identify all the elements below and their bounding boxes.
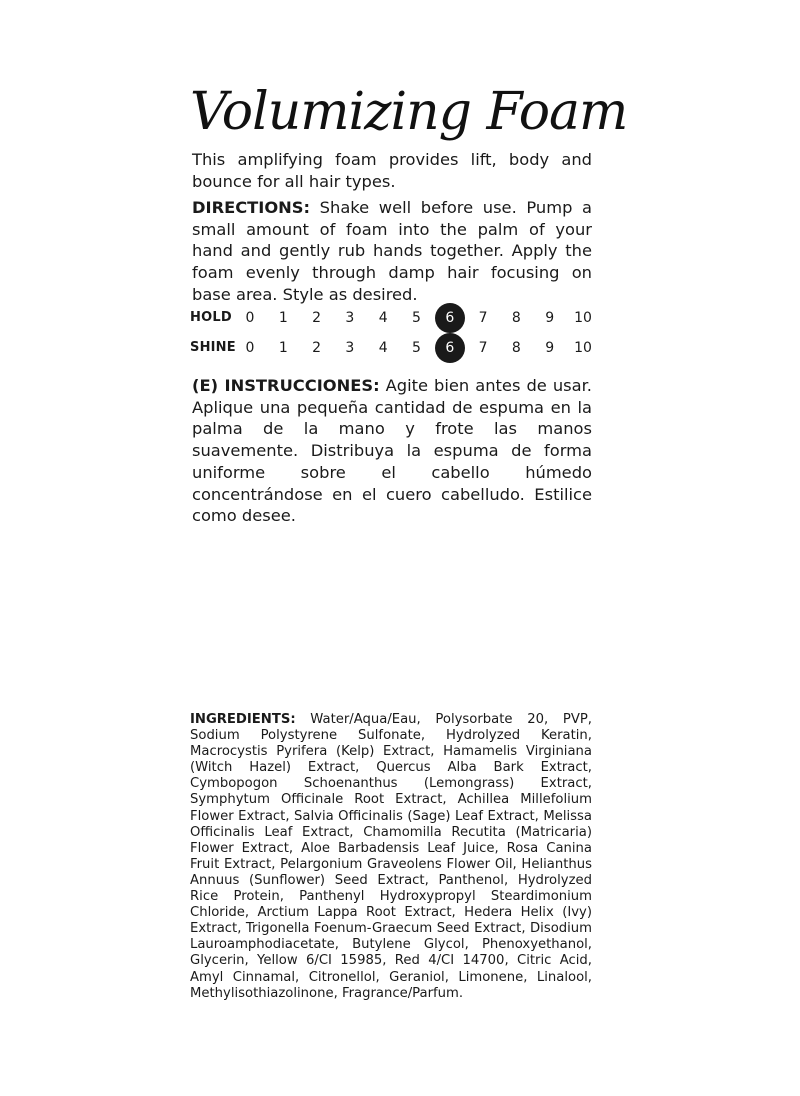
- shine-value-0: 0: [245, 340, 255, 356]
- ingredients-section: [190, 712, 592, 1002]
- hold-value-1: 1: [278, 310, 288, 326]
- instrucciones-label: (E) INSTRUCCIONES:: [192, 376, 380, 395]
- hold-value-4: 4: [378, 310, 388, 326]
- ingredients-text: Water/Aqua/Eau, Polysorbate 20, PVP, Sodium Polystyrene Sulfonate, Hydrolyzed Keratin, Macrocystis Pyrifera (Kelp) Extract, Hamamelis Virginiana (Witch Hazel) Extract, Quercus Alba Bark Extract, Cymbopogon Schoenanthus (Lemongrass) Extract, Symphytum Officinale Root Extract, Achillea Millefolium Flower Extract, Salvia Officinalis (Sage) Leaf Extract, Melissa Officinalis Leaf Extract, Chamomilla Recutita (Matricaria) Flower Extract, Aloe Barbadensis Leaf Juice, Rosa Canina Fruit Extract, Pelargonium Graveolens Flower Oil, Helianthus Annuus (Sunflower) Seed Extract, Panthenol, Hydrolyzed Rice Protein, Panthenyl Hydroxypropyl Steardimonium Chloride, Arctium Lappa Root Extract, Hedera Helix (Ivy) Extract, Trigonella Foenum-Graecum Seed Extract, Disodium Lauroamphodiacetate, Butylene Glycol, Phenoxyethanol, Glycerin, Yellow 6/CI 15985, Red 4/CI 14700, Citric Acid, Amyl Cinnamal, Citronellol, Geraniol, Limonene, Linalool, Methylisothiazolinone, Fragrance/Parfum.: [190, 712, 592, 1001]
- shine-value-6: 6: [435, 333, 465, 363]
- hold-value-6: 6: [435, 303, 465, 333]
- instrucciones-text: Agite bien antes de usar. Aplique una pequeña cantidad de espuma en la palma de la mano y frote las manos suavemente. Distribuya la espuma de forma uniforme sobre el cabello húmedo concentrándose en el cuero cabelludo. Estilice como desee.: [192, 376, 592, 526]
- shine-value-10: 10: [574, 340, 592, 356]
- hold-label: HOLD: [190, 310, 232, 325]
- shine-value-7: 7: [478, 340, 488, 356]
- shine-value-8: 8: [511, 340, 521, 356]
- directions-label: DIRECTIONS:: [192, 198, 311, 217]
- hold-value-7: 7: [478, 310, 488, 326]
- shine-value-9: 9: [545, 340, 555, 356]
- product-title: Volumizing Foam: [190, 82, 628, 142]
- ingredients-label: INGREDIENTS:: [190, 712, 296, 727]
- hold-value-0: 0: [245, 310, 255, 326]
- directions-text: Shake well before use. Pump a small amount of foam into the palm of your hand and gently rub hands together. Apply the foam evenly through damp hair focusing on base area. Style as desired.: [192, 198, 592, 304]
- hold-value-9: 9: [545, 310, 555, 326]
- shine-value-2: 2: [312, 340, 322, 356]
- hold-value-3: 3: [345, 310, 355, 326]
- hold-value-10: 10: [574, 310, 592, 326]
- product-description: This amplifying foam provides lift, body and bounce for all hair types.: [192, 150, 592, 191]
- shine-value-4: 4: [378, 340, 388, 356]
- hold-value-8: 8: [511, 310, 521, 326]
- shine-value-1: 1: [278, 340, 288, 356]
- instrucciones-section: [192, 375, 592, 527]
- shine-scale: [190, 333, 600, 363]
- shine-label: SHINE: [190, 340, 236, 355]
- hold-value-2: 2: [312, 310, 322, 326]
- hold-scale: [190, 303, 600, 333]
- shine-value-5: 5: [412, 340, 421, 356]
- hold-value-5: 5: [412, 310, 421, 326]
- shine-value-3: 3: [345, 340, 355, 356]
- directions-section: [192, 197, 592, 306]
